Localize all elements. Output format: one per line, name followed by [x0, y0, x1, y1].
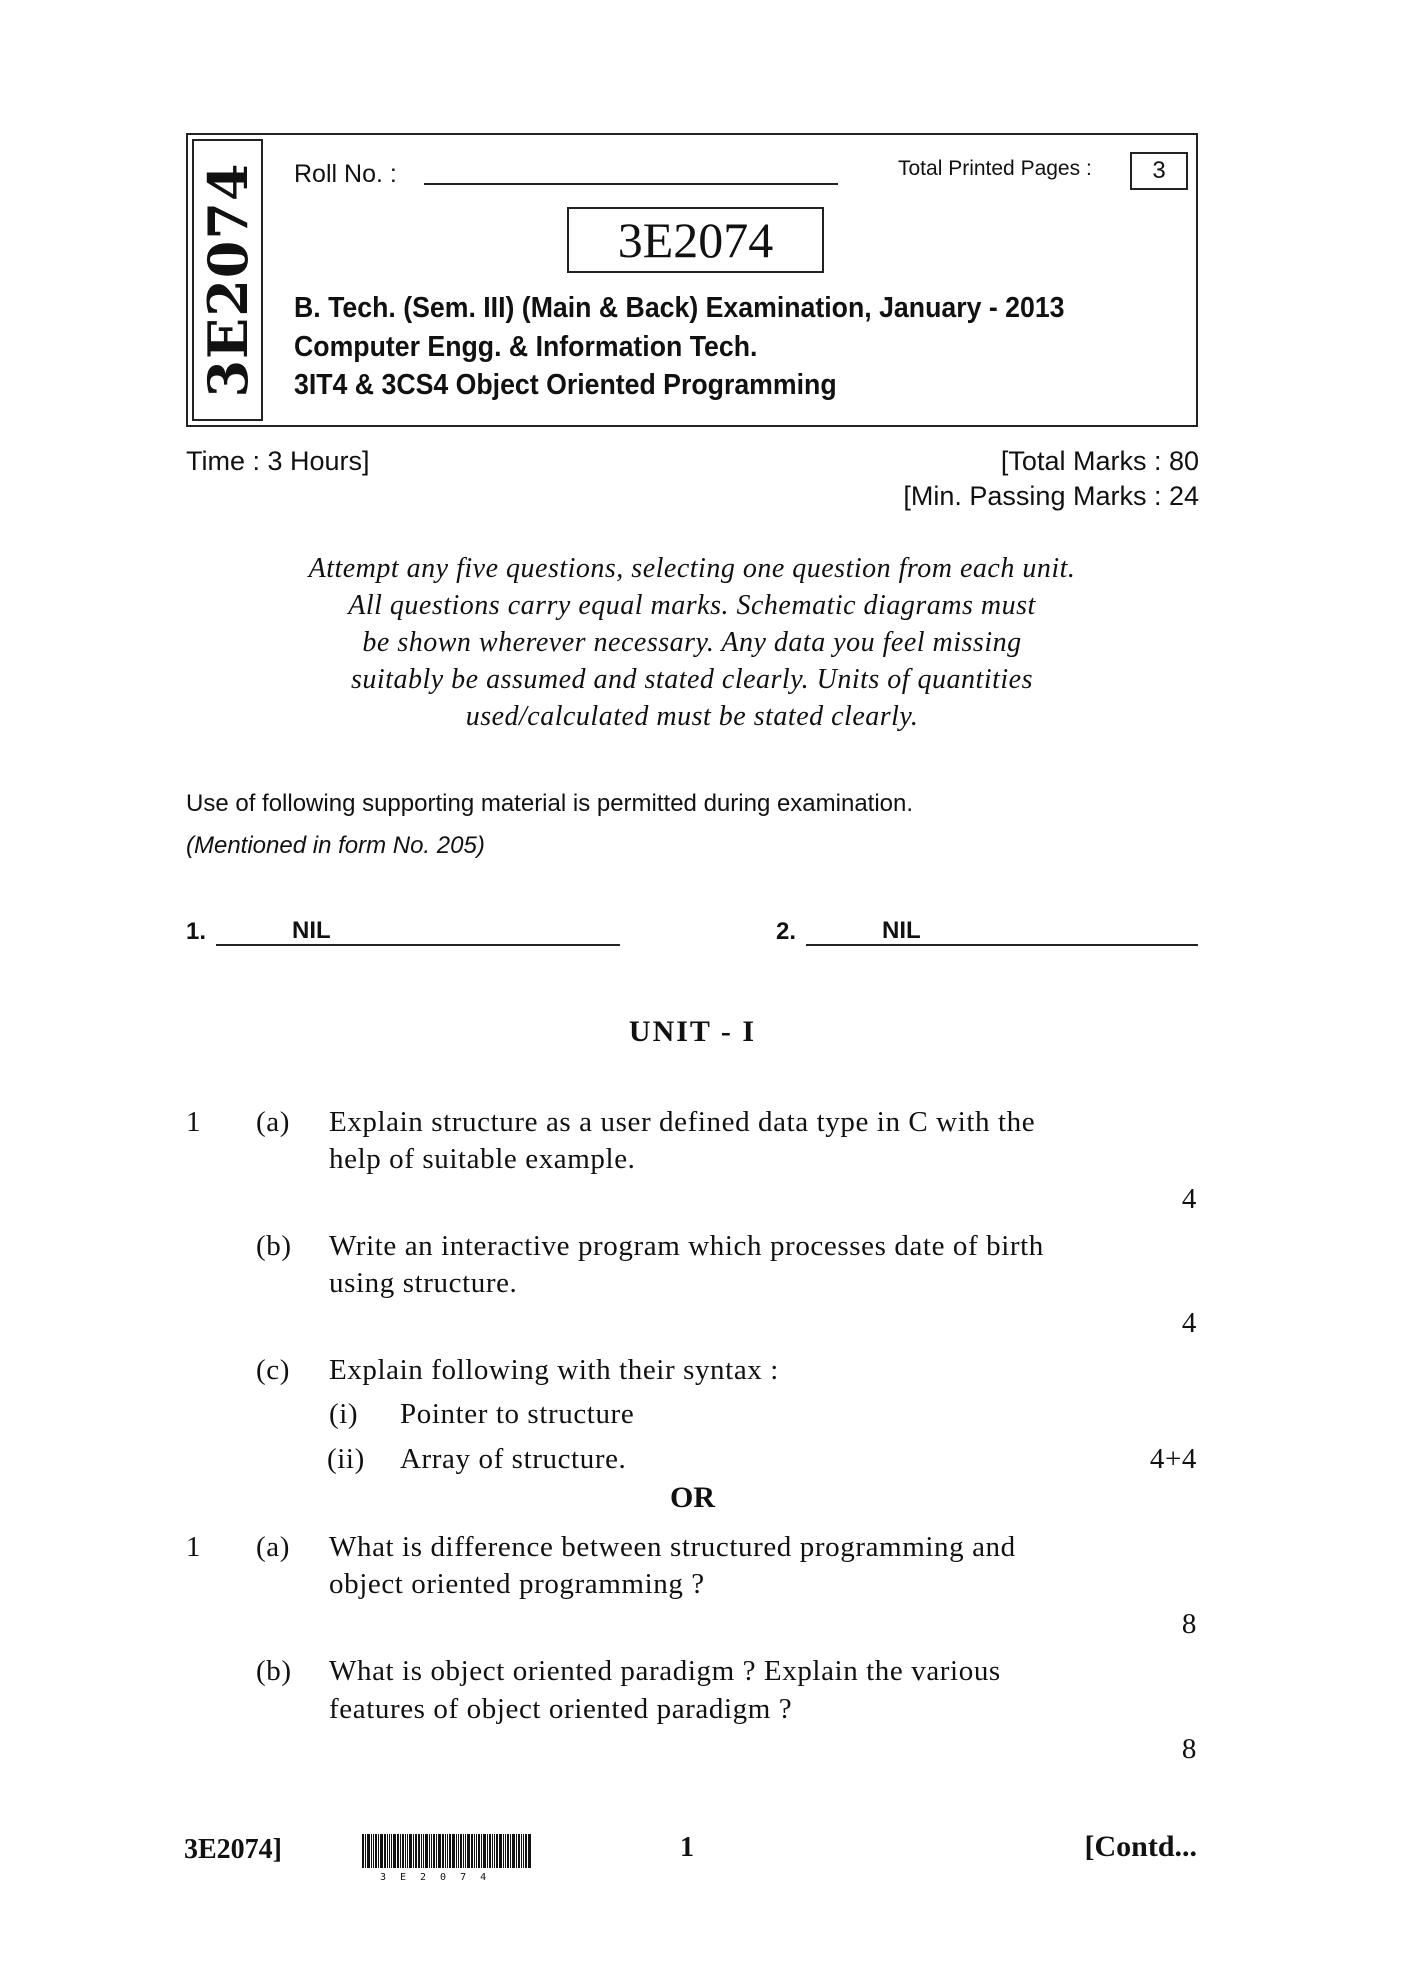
barcode-bar — [380, 1834, 383, 1868]
question-text: object oriented programming ? — [329, 1568, 705, 1600]
footer-paper-code: 3E2074] — [184, 1834, 282, 1865]
barcode-bar — [505, 1834, 506, 1868]
total-marks: [Total Marks : 80 — [1000, 446, 1199, 476]
barcode-bar — [375, 1834, 377, 1868]
barcode-bar — [483, 1834, 486, 1868]
sub-item-text: Pointer to structure — [400, 1398, 635, 1430]
barcode-bar — [387, 1834, 388, 1868]
total-pages-value: 3 — [1130, 152, 1188, 190]
min-passing-marks: [Min. Passing Marks : 24 — [903, 481, 1199, 511]
barcode-bar — [442, 1834, 444, 1868]
barcode-bar — [521, 1834, 522, 1868]
barcode-bar — [518, 1834, 520, 1868]
question-part-label: (b) — [256, 1230, 292, 1262]
barcode-bar — [373, 1834, 374, 1868]
support-item-2-number: 2. — [776, 918, 797, 945]
barcode-bar — [431, 1834, 432, 1868]
barcode-bar — [492, 1834, 493, 1868]
barcode-bar — [429, 1834, 430, 1868]
barcode-bar — [489, 1834, 491, 1868]
barcode-bar — [384, 1834, 386, 1868]
question-marks: 4+4 — [1149, 1443, 1197, 1475]
question-number: 1 — [186, 1531, 202, 1563]
side-code-text: 3E2074 — [195, 162, 260, 398]
barcode-bar — [400, 1834, 401, 1868]
question-marks: 4 — [1181, 1183, 1197, 1215]
exam-title: B. Tech. (Sem. III) (Main & Back) Examination, January - 2013 — [294, 292, 1065, 324]
barcode-bar — [494, 1834, 495, 1868]
instruction-line: All questions carry equal marks. Schematic diagrams must — [348, 590, 1036, 621]
support-item-1-value: NIL — [292, 917, 331, 944]
barcode-bar — [393, 1834, 396, 1868]
question-text: What is object oriented paradigm ? Explain the various — [329, 1655, 1001, 1687]
barcode-bar — [449, 1834, 451, 1868]
barcode-bar — [487, 1834, 488, 1868]
barcode-bar — [463, 1834, 464, 1868]
unit-heading: UNIT - I — [628, 1015, 757, 1048]
barcode-bar — [402, 1834, 404, 1868]
total-pages-label: Total Printed Pages : — [898, 157, 1092, 180]
continued-label: [Contd... — [1084, 1830, 1197, 1863]
question-text: using structure. — [329, 1267, 518, 1299]
barcode-bar — [516, 1834, 517, 1868]
question-part-label: (c) — [256, 1354, 290, 1386]
supporting-material-note: Use of following supporting material is permitted during examination. — [186, 790, 914, 817]
branch-name: Computer Engg. & Information Tech. — [294, 331, 758, 363]
instruction-line: Attempt any five questions, selecting one question from each unit. — [308, 553, 1076, 584]
question-part-label: (a) — [256, 1106, 290, 1138]
barcode-bar — [397, 1834, 399, 1868]
question-text: What is difference between structured programming and — [329, 1531, 1016, 1563]
barcode-bar — [496, 1834, 498, 1868]
barcode-bar — [447, 1834, 448, 1868]
barcode-bar — [471, 1834, 473, 1868]
barcode-bar — [452, 1834, 455, 1868]
barcode-bar — [456, 1834, 457, 1868]
barcode-bar — [371, 1834, 372, 1868]
barcode-bar — [507, 1834, 509, 1868]
barcode-bar — [362, 1834, 364, 1868]
roll-number-label: Roll No. : — [294, 160, 397, 188]
or-divider: OR — [670, 1481, 715, 1514]
barcode-bar — [433, 1834, 435, 1868]
sub-item-label: (i) — [329, 1398, 359, 1430]
barcode-bar — [503, 1834, 504, 1868]
barcode-bar — [510, 1834, 511, 1868]
sub-item-label: (ii) — [327, 1443, 365, 1475]
support-item-1-line — [216, 944, 620, 946]
barcode-bar — [367, 1834, 370, 1868]
question-text: Explain structure as a user defined data type in C with the — [329, 1106, 1036, 1138]
supporting-material-form: (Mentioned in form No. 205) — [186, 832, 485, 859]
barcode-bar — [525, 1834, 527, 1868]
sub-item-text: Array of structure. — [400, 1443, 627, 1475]
barcode-bar — [467, 1834, 470, 1868]
barcode-bar — [474, 1834, 475, 1868]
support-item-2-value: NIL — [882, 917, 921, 944]
question-text: features of object oriented paradigm ? — [329, 1693, 793, 1725]
support-item-1-number: 1. — [186, 918, 207, 945]
question-number: 1 — [186, 1106, 202, 1138]
barcode-bar — [365, 1834, 366, 1868]
question-text: Write an interactive program which processes date of birth — [329, 1230, 1044, 1262]
subject-name: 3IT4 & 3CS4 Object Oriented Programming — [294, 369, 837, 401]
time-duration: Time : 3 Hours] — [186, 446, 370, 476]
barcode-bar — [418, 1834, 420, 1868]
question-marks: 4 — [1181, 1307, 1197, 1339]
barcode-bar — [460, 1834, 462, 1868]
barcode-bar — [407, 1834, 408, 1868]
side-paper-code — [192, 139, 263, 421]
paper-code: 3E2074 — [567, 207, 824, 273]
barcode-bar — [499, 1834, 502, 1868]
roll-number-blank — [424, 183, 838, 185]
instruction-line: used/calculated must be stated clearly. — [465, 701, 919, 732]
barcode-digits: 3E2074 — [380, 1872, 501, 1883]
barcode-bar — [438, 1834, 441, 1868]
barcode-bar — [409, 1834, 412, 1868]
barcode-bar — [458, 1834, 459, 1868]
question-marks: 8 — [1181, 1608, 1197, 1640]
barcode-bar — [512, 1834, 515, 1868]
barcode-bar — [436, 1834, 437, 1868]
barcode-bar — [389, 1834, 390, 1868]
barcode-bar — [378, 1834, 379, 1868]
barcode-bar — [425, 1834, 428, 1868]
barcode-bar — [476, 1834, 477, 1868]
question-part-label: (a) — [256, 1531, 290, 1563]
barcode-bar — [405, 1834, 406, 1868]
barcode-bar — [465, 1834, 466, 1868]
barcode-bar — [421, 1834, 422, 1868]
barcode-bar — [391, 1834, 392, 1868]
barcode-bar — [413, 1834, 414, 1868]
barcode-bar — [478, 1834, 480, 1868]
question-text: Explain following with their syntax : — [329, 1354, 779, 1386]
barcode — [362, 1834, 626, 1868]
question-part-label: (b) — [256, 1655, 292, 1687]
barcode-bar — [445, 1834, 446, 1868]
support-item-2-line — [806, 944, 1198, 946]
barcode-bar — [415, 1834, 417, 1868]
instruction-line: be shown wherever necessary. Any data you feel missing — [362, 627, 1022, 658]
page-number: 1 — [680, 1832, 694, 1863]
barcode-bar — [423, 1834, 424, 1868]
question-text: help of suitable example. — [329, 1143, 636, 1175]
question-marks: 8 — [1181, 1733, 1197, 1765]
barcode-bar — [481, 1834, 482, 1868]
barcode-bar — [528, 1834, 531, 1868]
barcode-bar — [523, 1834, 524, 1868]
instruction-line: suitably be assumed and stated clearly. Units of quantities — [350, 664, 1033, 695]
